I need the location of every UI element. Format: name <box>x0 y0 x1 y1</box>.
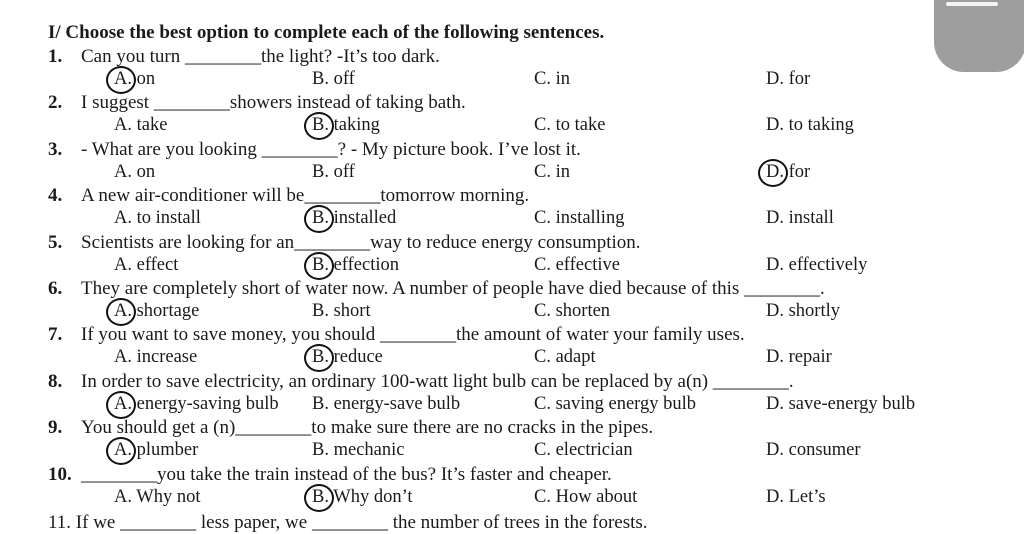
question-5 <box>48 232 641 254</box>
options-row <box>0 346 1024 368</box>
question-number: 8. <box>48 371 63 392</box>
options-row <box>0 254 1024 276</box>
options-row <box>0 393 1024 415</box>
question-7 <box>48 324 745 346</box>
options-row <box>0 114 1024 136</box>
option-d[interactable]: D. effectively <box>766 255 868 275</box>
question-10 <box>48 464 612 486</box>
options-row <box>0 68 1024 90</box>
partial-question-line: 11. If we ________ less paper, we ________ the number of trees in the forests. <box>48 512 648 533</box>
option-d[interactable]: D. install <box>766 208 834 228</box>
option-c[interactable]: C. to take <box>534 115 606 135</box>
question-3 <box>48 139 581 161</box>
question-text: In order to save electricity, an ordinary 100-watt light bulb can be replaced by a(n) ________. <box>81 371 794 392</box>
question-text: A new air-conditioner will be________tomorrow morning. <box>81 185 530 206</box>
option-c[interactable]: C. effective <box>534 255 620 275</box>
question-text: They are completely short of water now. A number of people have died because of this ________. <box>81 278 825 299</box>
question-text: I suggest ________showers instead of taking bath. <box>81 92 466 113</box>
options-row <box>0 486 1024 508</box>
option-a[interactable]: A. effect <box>114 255 179 275</box>
option-a[interactable]: A. on <box>114 162 156 182</box>
option-d[interactable]: D. for <box>766 69 811 89</box>
scroll-handle-icon <box>946 2 998 6</box>
option-b[interactable]: B. off <box>312 69 355 89</box>
question-number: 4. <box>48 185 63 206</box>
option-c[interactable]: C. adapt <box>534 347 596 367</box>
question-text: ________you take the train instead of the bus? It’s faster and cheaper. <box>81 464 612 485</box>
options-row <box>0 439 1024 461</box>
option-c[interactable]: C. in <box>534 162 570 182</box>
option-d[interactable]: D. consumer <box>766 440 861 460</box>
option-c[interactable]: C. How about <box>534 487 638 507</box>
option-b-circled[interactable]: B. Why don’t <box>312 487 413 507</box>
option-b-circled[interactable]: B. effection <box>312 255 399 275</box>
question-9 <box>48 417 653 439</box>
question-text: You should get a (n)________to make sure there are no cracks in the pipes. <box>81 417 654 438</box>
question-text: Scientists are looking for an________way to reduce energy consumption. <box>81 232 641 253</box>
question-text: If you want to save money, you should ________the amount of water your family uses. <box>81 324 745 345</box>
option-c[interactable]: C. shorten <box>534 301 611 321</box>
question-number: 3. <box>48 139 63 160</box>
option-b-circled[interactable]: B. taking <box>312 115 380 135</box>
exercise-title: I/ Choose the best option to complete each of the following sentences. <box>48 22 605 43</box>
question-number: 1. <box>48 46 63 67</box>
option-a-circled[interactable]: A. on <box>114 69 156 89</box>
scroll-tab[interactable] <box>934 0 1024 72</box>
option-d[interactable]: D. repair <box>766 347 832 367</box>
question-number: 6. <box>48 278 63 299</box>
options-row <box>0 207 1024 229</box>
option-a[interactable]: A. to install <box>114 208 201 228</box>
option-b[interactable]: B. mechanic <box>312 440 405 460</box>
option-d[interactable]: D. save-energy bulb <box>766 394 916 414</box>
option-c[interactable]: C. electrician <box>534 440 633 460</box>
option-d[interactable]: D. Let’s <box>766 487 826 507</box>
options-row <box>0 300 1024 322</box>
option-b[interactable]: B. energy-save bulb <box>312 394 461 414</box>
option-a-circled[interactable]: A. energy-saving bulb <box>114 394 279 414</box>
question-4 <box>48 185 529 207</box>
question-number: 7. <box>48 324 63 345</box>
question-2 <box>48 92 466 114</box>
option-d[interactable]: D. to taking <box>766 115 854 135</box>
option-a-circled[interactable]: A. shortage <box>114 301 200 321</box>
option-c[interactable]: C. in <box>534 69 570 89</box>
option-b-circled[interactable]: B. installed <box>312 208 397 228</box>
question-number: 2. <box>48 92 63 113</box>
option-b-circled[interactable]: B. reduce <box>312 347 383 367</box>
question-1 <box>48 46 440 68</box>
options-row <box>0 161 1024 183</box>
option-a-circled[interactable]: A. plumber <box>114 440 199 460</box>
question-6 <box>48 278 825 300</box>
option-d-circled[interactable]: D. for <box>766 162 811 182</box>
option-c[interactable]: C. installing <box>534 208 625 228</box>
option-a[interactable]: A. Why not <box>114 487 201 507</box>
option-b[interactable]: B. short <box>312 301 371 321</box>
option-a[interactable]: A. take <box>114 115 168 135</box>
option-d[interactable]: D. shortly <box>766 301 840 321</box>
option-b[interactable]: B. off <box>312 162 355 182</box>
option-a[interactable]: A. increase <box>114 347 198 367</box>
question-text: - What are you looking ________? - My picture book. I’ve lost it. <box>81 139 581 160</box>
option-c[interactable]: C. saving energy bulb <box>534 394 697 414</box>
question-8 <box>48 371 794 393</box>
question-number: 5. <box>48 232 63 253</box>
question-number: 10. <box>48 464 72 485</box>
question-text: Can you turn ________the light? -It’s too dark. <box>81 46 440 67</box>
question-number: 9. <box>48 417 63 438</box>
